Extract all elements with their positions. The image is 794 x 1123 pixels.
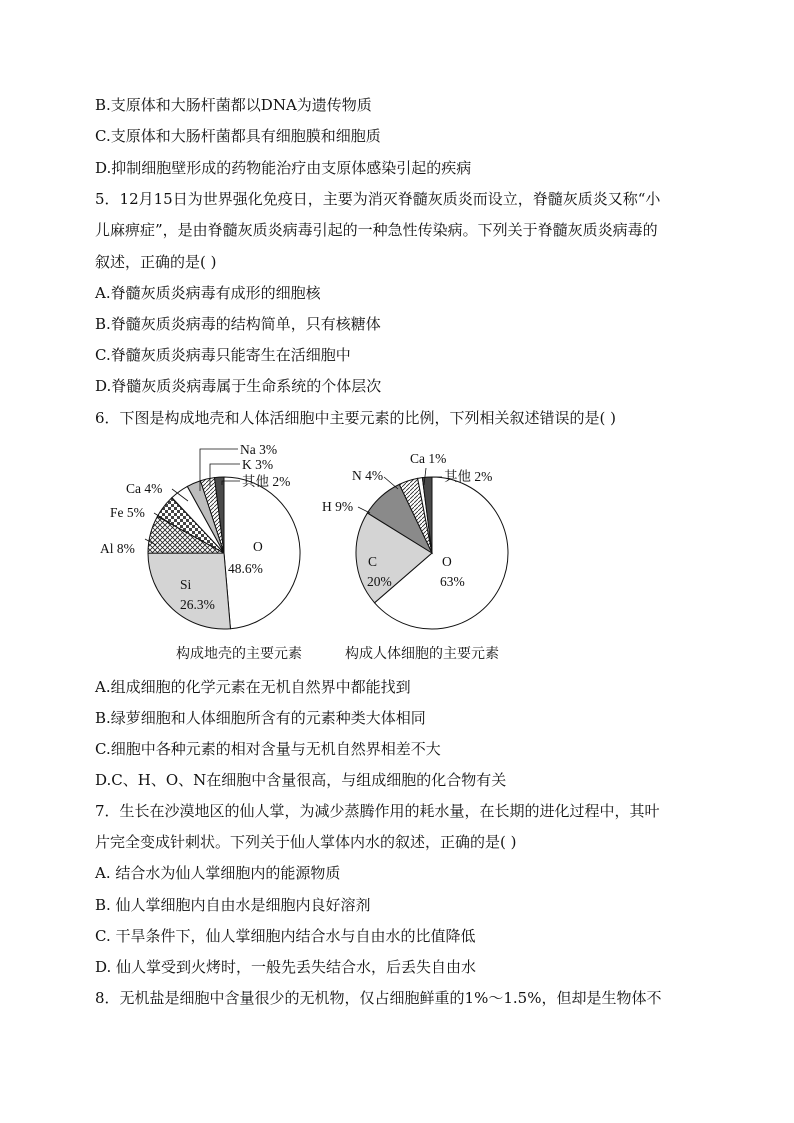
q5-option-d: D.脊髓灰质炎病毒属于生命系统的个体层次 [95,377,382,395]
crust-pie [148,477,300,629]
q5-option-a: A.脊髓灰质炎病毒有成形的细胞核 [95,284,321,302]
q7-stem-line-2: 片完全变成针刺状。下列关于仙人掌体内水的叙述，正确的是( ) [95,833,517,851]
cell-label-n: N 4% [352,468,384,483]
cell-label-ca: Ca 1% [410,451,447,466]
q7-option-d: D. 仙人掌受到火烤时，一般先丢失结合水，后丢失自由水 [95,958,477,976]
crust-label-other: 其他 2% [242,474,291,489]
crust-label-o: O [253,539,263,554]
cell-label-o: O [442,554,452,569]
cell-label-c: C [368,554,378,569]
q6-stem: 6．下图是构成地壳和人体活细胞中主要元素的比例，下列相关叙述错误的是( ) [95,409,617,427]
q5-stem-line-1: 5．12月15日为世界强化免疫日，主要为消灭脊髓灰质炎而设立，脊髓灰质炎又称“小 [95,190,661,208]
crust-label-si: Si [180,577,192,592]
crust-value-si: 26.3% [180,597,215,612]
q5-option-b: B.脊髓灰质炎病毒的结构简单，只有核糖体 [95,315,381,333]
q4-option-b: B.支原体和大肠杆菌都以DNA为遗传物质 [95,96,372,114]
q8-stem: 8．无机盐是细胞中含量很少的无机物，仅占细胞鲜重的1%～1.5%，但却是生物体不 [95,989,662,1007]
crust-label-ca: Ca 4% [126,481,163,496]
q7-stem-line-1: 7．生长在沙漠地区的仙人掌，为减少蒸腾作用的耗水量，在长期的进化过程中，其叶 [95,802,660,820]
q7-option-a: A. 结合水为仙人掌细胞内的能源物质 [95,864,341,882]
crust-value-o: 48.6% [228,561,263,576]
crust-label-k: K 3% [242,457,274,472]
q6-option-d: D.C、H、O、N在细胞中含量很高，与组成细胞的化合物有关 [95,771,507,789]
q6-option-b: B.绿萝细胞和人体细胞所含有的元素种类大体相同 [95,709,426,727]
q5-stem-line-3: 叙述，正确的是( ) [95,253,217,271]
cell-value-c: 20% [367,574,392,589]
q7-option-b: B. 仙人掌细胞内自由水是细胞内良好溶剂 [95,896,371,914]
q4-option-c: C.支原体和大肠杆菌都具有细胞膜和细胞质 [95,127,381,145]
q4-option-d: D.抑制细胞壁形成的药物能治疗由支原体感染引起的疾病 [95,159,472,177]
crust-label-na: Na 3% [240,442,278,457]
cell-label-other: 其他 2% [444,469,493,484]
cell-value-o: 63% [440,574,465,589]
q5-stem-line-2: 儿麻痹症”，是由脊髓灰质炎病毒引起的一种急性传染病。下列关于脊髓灰质炎病毒的 [95,221,658,239]
q5-option-c: C.脊髓灰质炎病毒只能寄生在活细胞中 [95,346,351,364]
q6-option-a: A.组成细胞的化学元素在无机自然界中都能找到 [95,678,411,696]
q7-option-c: C. 干旱条件下，仙人掌细胞内结合水与自由水的比值降低 [95,927,476,945]
crust-label-al: Al 8% [100,541,135,556]
crust-label-fe: Fe 5% [110,505,145,520]
cell-pie-title: 构成人体细胞的主要元素 [345,646,499,662]
cell-pie [356,477,508,629]
crust-pie-title: 构成地壳的主要元素 [176,646,302,662]
cell-label-h: H 9% [322,499,354,514]
q6-option-c: C.细胞中各种元素的相对含量与无机自然界相差不大 [95,740,441,758]
element-pie-figure [90,435,530,667]
